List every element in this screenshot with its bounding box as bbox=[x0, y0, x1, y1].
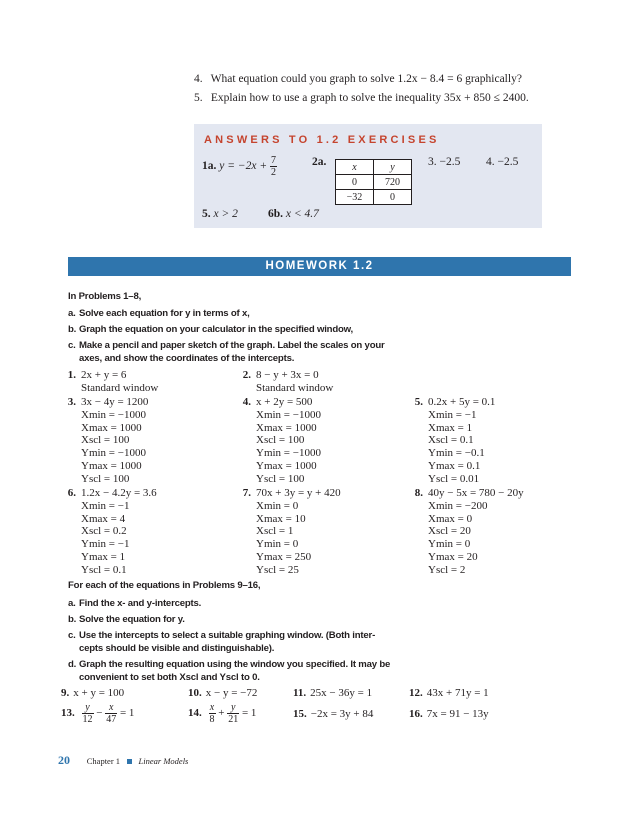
instruction-step bbox=[68, 630, 375, 641]
question-number: 4. bbox=[194, 73, 203, 85]
question-text: Explain how to use a graph to solve the inequality 35x + 850 ≤ 2400. bbox=[210, 92, 529, 104]
question-text: What equation could you graph to solve 1.2x − 8.4 = 6 graphically? bbox=[210, 73, 522, 85]
problem-number: 12. bbox=[409, 687, 423, 699]
step-text: cepts should be visible and distinguishable). bbox=[79, 643, 275, 654]
problem-equation: 8 − y + 3x = 0 bbox=[256, 369, 319, 381]
instruction-step bbox=[68, 598, 201, 609]
table-header-x: x bbox=[336, 160, 374, 175]
step-letter: b. bbox=[68, 614, 77, 625]
question-5 bbox=[194, 92, 529, 104]
fraction-denominator: 8 bbox=[209, 714, 215, 725]
window-line: Xmax = 1000 bbox=[81, 421, 142, 434]
problem-number: 3. bbox=[67, 396, 76, 408]
table-cell: 720 bbox=[374, 175, 412, 190]
problem-equation: 25x − 36y = 1 bbox=[310, 687, 373, 699]
problem-number: 5. bbox=[414, 396, 423, 408]
problem-equation: 2x + y = 6 bbox=[81, 369, 127, 381]
window-line: Ymin = 0 bbox=[428, 538, 471, 551]
answer-6b bbox=[268, 208, 319, 220]
chapter-title: Linear Models bbox=[138, 756, 189, 766]
equation-rhs: = 1 bbox=[119, 707, 135, 720]
instruction-step bbox=[68, 340, 385, 351]
table-row bbox=[336, 175, 412, 190]
answer-text: x > 2 bbox=[213, 208, 238, 220]
fraction bbox=[209, 702, 216, 725]
step-text: Solve each equation for y in terms of x, bbox=[79, 308, 250, 319]
page-number: 20 bbox=[58, 753, 70, 767]
problem-number: 13. bbox=[61, 707, 75, 720]
step-text: convenient to set both Xscl and Yscl to 0. bbox=[79, 672, 260, 683]
instruction-step bbox=[68, 672, 260, 683]
step-letter: d. bbox=[68, 659, 77, 670]
window-line: Yscl = 100 bbox=[256, 472, 305, 485]
window-line: Ymax = 1000 bbox=[81, 459, 142, 472]
window-line: Standard window bbox=[81, 381, 159, 394]
window-line: Yscl = 2 bbox=[428, 563, 466, 576]
window-line: Ymin = −1000 bbox=[256, 447, 321, 460]
problem-5 bbox=[405, 396, 495, 486]
answer-text: y = −2x + bbox=[219, 160, 268, 173]
answer-text: 4. −2.5 bbox=[486, 156, 519, 168]
problem-12 bbox=[409, 687, 489, 699]
window-line: Xmin = −1000 bbox=[81, 408, 146, 421]
problem-equation: 7x = 91 − 13y bbox=[426, 708, 489, 720]
problem-number: 6. bbox=[67, 487, 76, 499]
window-line: Yscl = 25 bbox=[256, 563, 299, 576]
problem-number: 16. bbox=[409, 708, 423, 720]
answer-text: 3. −2.5 bbox=[428, 156, 461, 168]
window-line: Xmax = 4 bbox=[81, 512, 126, 525]
fraction bbox=[82, 702, 94, 725]
window-line: Xscl = 0.1 bbox=[428, 434, 474, 447]
problem-equation: x − y = −72 bbox=[205, 687, 258, 699]
window-line: Xmin = 0 bbox=[256, 499, 299, 512]
problem-number: 10. bbox=[188, 687, 202, 699]
answer-label: 1a. bbox=[202, 160, 217, 173]
problem-8 bbox=[405, 487, 524, 577]
problem-10 bbox=[188, 687, 257, 699]
homework-banner: HOMEWORK 1.2 bbox=[68, 257, 571, 276]
step-letter: c. bbox=[68, 630, 76, 641]
step-letter: c. bbox=[68, 340, 76, 351]
window-line: Xmin = −1 bbox=[428, 408, 477, 421]
window-line: Ymin = −1000 bbox=[81, 447, 146, 460]
page-footer bbox=[58, 753, 188, 768]
square-bullet-icon bbox=[127, 759, 132, 764]
problem-9 bbox=[61, 687, 124, 699]
equation-rhs: = 1 bbox=[241, 707, 257, 720]
chapter-label: Chapter 1 bbox=[86, 756, 121, 766]
instruction-step bbox=[68, 353, 294, 364]
step-text: Graph the resulting equation using the window you specified. It may be bbox=[79, 659, 391, 670]
problem-number: 4. bbox=[242, 396, 251, 408]
problem-7 bbox=[233, 487, 341, 577]
problem-14 bbox=[188, 702, 256, 725]
table-cell: 0 bbox=[374, 190, 412, 205]
problem-equation: 40y − 5x = 780 − 20y bbox=[428, 487, 524, 499]
problem-equation: x + 2y = 500 bbox=[256, 396, 313, 408]
problem-6 bbox=[58, 487, 157, 577]
window-line: Xscl = 100 bbox=[256, 434, 305, 447]
problem-15 bbox=[293, 708, 373, 720]
fraction-numerator: y bbox=[82, 702, 94, 714]
problem-16 bbox=[409, 708, 489, 720]
fraction-denominator: 21 bbox=[228, 714, 239, 725]
answer-2a-label bbox=[312, 156, 326, 168]
problem-2 bbox=[233, 369, 333, 395]
fraction-numerator: 7 bbox=[271, 155, 276, 166]
table-cell: 0 bbox=[336, 175, 374, 190]
instruction-step bbox=[68, 324, 353, 335]
problem-number: 1. bbox=[67, 369, 76, 381]
answer-label: 6b. bbox=[268, 208, 284, 220]
window-line: Ymax = 1 bbox=[81, 550, 126, 563]
answers-box bbox=[194, 124, 542, 228]
problem-number: 9. bbox=[61, 687, 70, 699]
fraction-numerator: y bbox=[227, 702, 239, 714]
fraction-numerator: x bbox=[209, 702, 215, 713]
window-line: Ymax = 1000 bbox=[256, 459, 317, 472]
problem-equation: 70x + 3y = y + 420 bbox=[256, 487, 341, 499]
step-text: axes, and show the coordinates of the intercepts. bbox=[79, 353, 295, 364]
window-line: Xscl = 100 bbox=[81, 434, 130, 447]
problem-number: 2. bbox=[242, 369, 251, 381]
problem-number: 8. bbox=[414, 487, 423, 499]
problem-3 bbox=[58, 396, 148, 486]
problem-11 bbox=[293, 687, 372, 699]
problem-equation: −2x = 3y + 84 bbox=[310, 708, 374, 720]
problem-4 bbox=[233, 396, 321, 486]
window-line: Ymin = −1 bbox=[81, 538, 130, 551]
fraction-denominator: 47 bbox=[106, 714, 117, 725]
question-number: 5. bbox=[194, 92, 203, 104]
window-line: Yscl = 0.01 bbox=[428, 472, 480, 485]
fraction bbox=[105, 702, 117, 725]
problem-equation: 1.2x − 4.2y = 3.6 bbox=[81, 487, 157, 499]
fraction-denominator: 12 bbox=[82, 714, 93, 725]
window-line: Ymax = 0.1 bbox=[428, 459, 481, 472]
problem-equation: 3x − 4y = 1200 bbox=[81, 396, 149, 408]
instruction-step bbox=[68, 308, 250, 319]
window-line: Ymax = 250 bbox=[256, 550, 312, 563]
answers-title: ANSWERS TO 1.2 EXERCISES bbox=[204, 134, 440, 146]
step-letter: b. bbox=[68, 324, 77, 335]
window-line: Ymin = −0.1 bbox=[428, 447, 485, 460]
answer-label: 5. bbox=[202, 208, 211, 220]
window-line: Xmax = 0 bbox=[428, 512, 473, 525]
window-line: Xmax = 1000 bbox=[256, 421, 317, 434]
window-line: Xscl = 1 bbox=[256, 525, 294, 538]
fraction-denominator: 2 bbox=[271, 167, 276, 178]
instruction-step bbox=[68, 614, 185, 625]
step-letter: a. bbox=[68, 598, 76, 609]
window-line: Xmin = −200 bbox=[428, 499, 488, 512]
step-text: Graph the equation on your calculator in the specified window, bbox=[79, 324, 354, 335]
answer-text: x < 4.7 bbox=[285, 208, 319, 220]
window-line: Xscl = 20 bbox=[428, 525, 471, 538]
problem-1 bbox=[58, 369, 158, 395]
instruction-step bbox=[68, 659, 390, 670]
problem-equation: 43x + 71y = 1 bbox=[426, 687, 489, 699]
step-text: Solve the equation for y. bbox=[79, 614, 185, 625]
problem-number: 14. bbox=[188, 707, 202, 720]
question-4 bbox=[194, 73, 522, 85]
table-row bbox=[336, 190, 412, 205]
window-line: Yscl = 0.1 bbox=[81, 563, 127, 576]
window-line: Xmax = 1 bbox=[428, 421, 473, 434]
answer-label: 2a. bbox=[312, 156, 327, 168]
problem-number: 15. bbox=[293, 708, 307, 720]
table-cell: −32 bbox=[336, 190, 374, 205]
instructions-intro-1: In Problems 1–8, bbox=[68, 291, 142, 302]
step-letter: a. bbox=[68, 308, 76, 319]
operator: − bbox=[96, 707, 103, 720]
window-line: Xmax = 10 bbox=[256, 512, 306, 525]
instructions-intro-2: For each of the equations in Problems 9–16, bbox=[68, 580, 261, 591]
step-text: Make a pencil and paper sketch of the graph. Label the scales on your bbox=[79, 340, 385, 351]
window-line: Ymax = 20 bbox=[428, 550, 478, 563]
step-text: Find the x- and y-intercepts. bbox=[79, 598, 202, 609]
problem-equation: 0.2x + 5y = 0.1 bbox=[428, 396, 496, 408]
fraction bbox=[270, 155, 277, 178]
answer-5 bbox=[202, 208, 238, 220]
fraction-numerator: x bbox=[105, 702, 117, 714]
window-line: Yscl = 100 bbox=[81, 472, 130, 485]
step-text: Use the intercepts to select a suitable graphing window. (Both inter- bbox=[79, 630, 376, 641]
operator: + bbox=[218, 707, 225, 720]
answer-2a-table bbox=[335, 159, 412, 205]
answer-1a bbox=[202, 155, 277, 178]
answer-3 bbox=[428, 156, 460, 168]
window-line: Ymin = 0 bbox=[256, 538, 299, 551]
problem-number: 7. bbox=[242, 487, 251, 499]
problem-13 bbox=[61, 702, 134, 725]
problem-number: 11. bbox=[293, 687, 307, 699]
instruction-step bbox=[68, 643, 274, 654]
problem-equation: x + y = 100 bbox=[73, 687, 125, 699]
answer-4 bbox=[486, 156, 518, 168]
window-line: Standard window bbox=[256, 381, 334, 394]
window-line: Xmin = −1000 bbox=[256, 408, 321, 421]
window-line: Xmin = −1 bbox=[81, 499, 130, 512]
table-header-y: y bbox=[374, 160, 412, 175]
fraction bbox=[227, 702, 239, 725]
window-line: Xscl = 0.2 bbox=[81, 525, 127, 538]
